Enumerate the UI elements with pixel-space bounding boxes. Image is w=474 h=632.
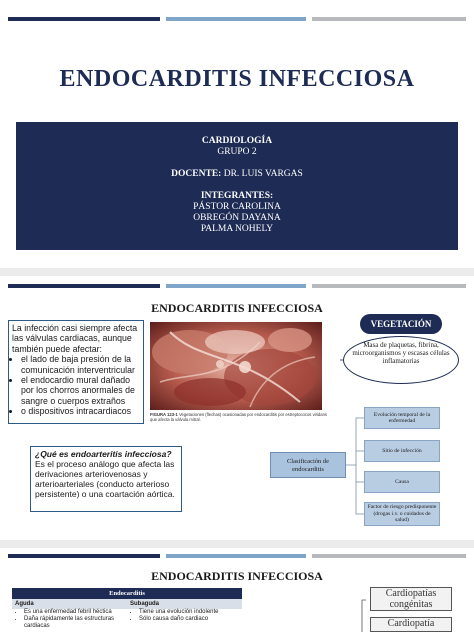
infection-intro: La infección casi siempre afecta las válvulas cardiacas, aunque también puede afectar: (12, 323, 138, 354)
member-1: PÁSTOR CAROLINA (193, 202, 281, 212)
congenital-box: Cardiopatías congénitas (370, 587, 452, 611)
branch-risk-factor: Factor de riesgo predisponente (drogas i.v. o cuidados de salud) (364, 502, 440, 526)
list-item: • el lado de baja presión de la comunicación interventricular (21, 354, 140, 375)
branch-cause: Causa (364, 471, 440, 493)
teacher-label: DOCENTE: DR. LUIS VARGAS (171, 169, 303, 179)
list-item: • Tiene una evolución indolente (139, 609, 242, 616)
list-item: • o dispositivos intracardiacos (21, 406, 140, 416)
cardiopathy-box: Cardiopatía (370, 617, 452, 632)
vegetation-definition: Masa de plaquetas, fibrina, microorganismos y escasas células inflamatorias (343, 336, 459, 384)
list-item: • Es una enfermedad febril héctica (24, 609, 127, 616)
list-item: • Sólo causa daño cardiaco (139, 616, 242, 623)
list-item: • el endocardio mural dañado por los chorros anormales de sangre o cuerpos extraños (21, 375, 140, 406)
branch-site: Sitio de infección (364, 440, 440, 462)
table-title: Endocarditis (12, 588, 242, 599)
classification-box: Clasificación de endocarditis (270, 452, 346, 478)
col-subacute: Subaguda (130, 601, 160, 607)
figure-label: FIGURA 123-1 (150, 412, 178, 417)
endoarteritis-question: ¿Qué es endoarteritis infecciosa? (35, 449, 172, 459)
group-label: GRUPO 2 (217, 147, 257, 157)
branch-temporal: Evolución temporal de la enfermedad (364, 407, 440, 429)
vegetation-label: VEGETACIÓN (360, 314, 442, 334)
col-acute: Aguda (15, 601, 34, 607)
slide2-title: ENDOCARDITIS INFECCIOSA (151, 301, 323, 315)
endoarteritis-answer: Es el proceso análogo que afecta las derivaciones arteriovenosas y arterioarteriales (conducto arterioso persistente) o una coartación aórtica. (35, 459, 175, 499)
members-heading: INTEGRANTES: (200, 191, 274, 201)
figure-caption-text: Vegetaciones (flechas) ocasionadas por endocarditis por estreptococos viridans que afecta la válvula mitral. (150, 412, 327, 422)
teacher-name: DR. LUIS VARGAS (221, 169, 303, 179)
member-2: OBREGÓN DAYANA (193, 213, 281, 223)
subject-label: CARDIOLOGÍA (201, 136, 273, 146)
list-item: • Daña rápidamente las estructuras cardiacas (24, 616, 127, 630)
member-3: PALMA NOHELY (200, 224, 274, 234)
slide3-title: ENDOCARDITIS INFECCIOSA (151, 569, 323, 583)
main-title: ENDOCARDITIS INFECCIOSA (59, 66, 415, 92)
